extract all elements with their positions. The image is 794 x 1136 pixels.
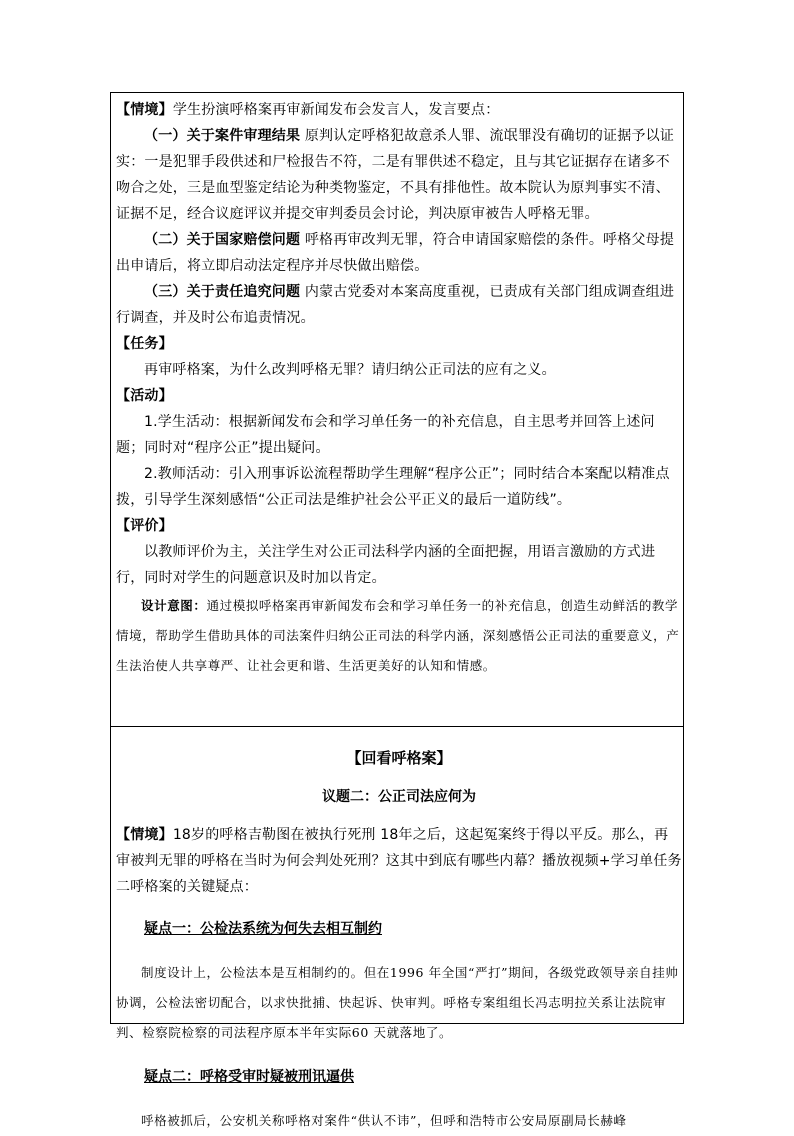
situation-2 — [116, 822, 682, 900]
task-tag: 【任务】 — [116, 336, 173, 352]
doubt-1-label: 疑点一：公检法系统为何失去相互制约 — [144, 921, 382, 937]
doubt-1-heading — [116, 914, 682, 944]
section-subtitle: 议题二：公正司法应何为 — [322, 789, 476, 805]
situation-line — [116, 97, 682, 123]
situation-tag: 【情境】 — [116, 102, 173, 118]
eval-tag: 【评价】 — [116, 518, 173, 534]
cell-lower — [116, 730, 682, 1136]
point-1 — [116, 123, 682, 227]
doubt-2-text: 呼格被抓后，公安机关称呼格对案件“供认不讳”，但呼和浩特市公安局原副局长赫峰 — [141, 1113, 627, 1128]
point-1-head: （一）关于案件审理结果 — [144, 128, 301, 144]
design-text: 通过模拟呼格案再审新闻发布会和学习单任务一的补充信息，创造生动鲜活的教学情境，帮助学生借助具体的司法案件归纳公正司法的科学内涵，深刻感悟公正司法的重要意义，产生法治使人共享尊严、让社会更和谐、生活更美好的认知和情感。 — [116, 598, 680, 673]
point-3 — [116, 279, 682, 331]
doubt-2-heading — [116, 1062, 682, 1092]
point-3-text: 内蒙古党委对本案高度重视，已责成有关部门组成调查组进行调查，并及时公布追责情况。 — [116, 284, 675, 326]
point-2-text: 呼格再审改判无罪，符合申请国家赔偿的条件。呼格父母提出申请后，将立即启动法定程序并尽快做出赔偿。 — [116, 232, 675, 274]
point-2 — [116, 227, 682, 279]
cell-upper — [116, 97, 682, 681]
point-1-text: 原判认定呼格犯故意杀人罪、流氓罪没有确切的证据予以证实：一是犯罪手段供述和尸检报告不符，二是有罪供述不稳定，且与其它证据存在诸多不吻合之处，三是血型鉴定结论为种类物鉴定，不具有排他性。故本院认为原判事实不清、证据不足，经合议庭评议并提交审判委员会讨论，判决原审被告人呼格无罪。 — [116, 128, 675, 222]
design-head: 设计意图： — [141, 598, 207, 613]
activity-2: 2.教师活动：引入刑事诉讼流程帮助学生理解“程序公正”；同时结合本案配以精准点拨，引导学生深刻感悟“公正司法是维护社会公平正义的最后一道防线”。 — [116, 466, 670, 508]
design-intent — [116, 591, 682, 681]
doubt-2-label: 疑点二：呼格受审时疑被刑讯逼供 — [144, 1069, 354, 1085]
situation-2-tag: 【情境】 — [116, 827, 173, 843]
task-text: 再审呼格案，为什么改判呼格无罪？请归纳公正司法的应有之义。 — [144, 362, 556, 378]
situation-text: 学生扮演呼格案再审新闻发布会发言人，发言要点： — [172, 102, 500, 118]
table-divider — [110, 726, 684, 727]
point-3-head: （三）关于责任追究问题 — [144, 284, 301, 300]
situation-2-text: 18岁的呼格吉勒图在被执行死刑 18年之后，这起冤案终于得以平反。那么，再审被判无罪的呼格在当时为何会判处死刑？这其中到底有哪些内幕？播放视频+学习单任务二呼格案的关键疑点： — [116, 827, 682, 895]
doubt-1-text: 制度设计上，公检法本是互相制约的。但在1996 年全国“严打”期间，各级党政领导亲自挂帅协调，公检法密切配合，以求快批捕、快起诉、快审判。呼格专案组组长冯志明拉关系让法院审判、检察院检察的司法程序原本半年实际60 天就落地了。 — [116, 965, 679, 1040]
point-2-head: （二）关于国家赔偿问题 — [144, 232, 301, 248]
eval-text: 以教师评价为主，关注学生对公正司法科学内涵的全面把握，用语言激励的方式进行，同时对学生的问题意识及时加以肯定。 — [116, 544, 656, 586]
activity-1: 1.学生活动：根据新闻发布会和学习单任务一的补充信息，自主思考并回答上述问题；同时对“程序公正”提出疑问。 — [116, 414, 655, 456]
activity-tag: 【活动】 — [116, 388, 173, 404]
section-title: 【回看呼格案】 — [346, 749, 452, 767]
